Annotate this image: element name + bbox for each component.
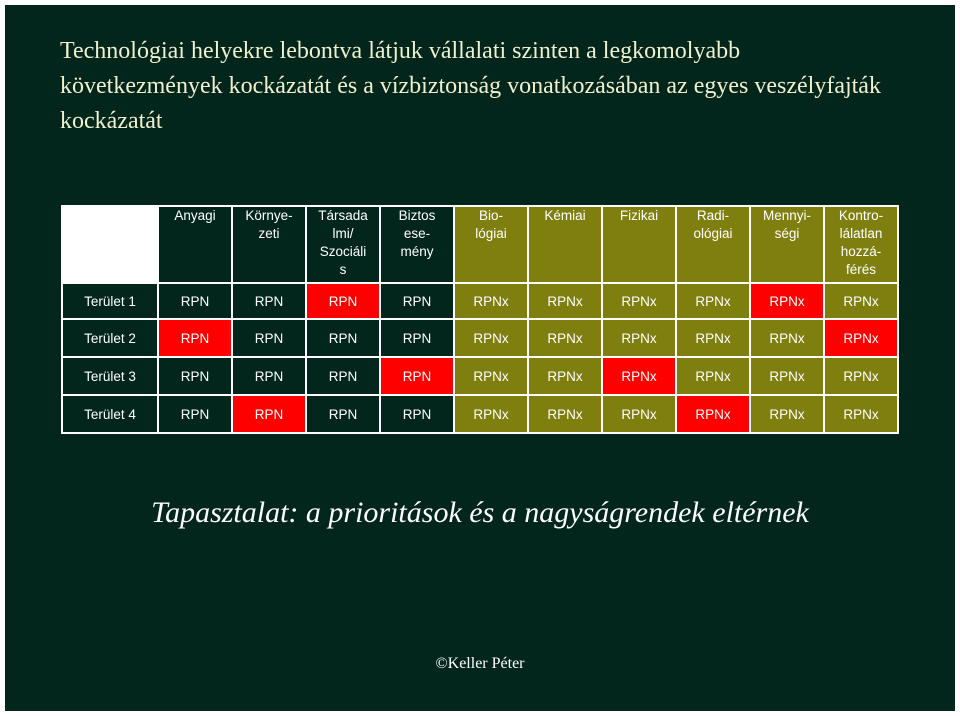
table-cell: RPN bbox=[306, 319, 380, 357]
table-cell: RPNx bbox=[602, 395, 676, 433]
table-cell-highlighted: RPN bbox=[158, 319, 232, 357]
table-cell-highlighted: RPNx bbox=[750, 283, 824, 319]
table-cell: RPNx bbox=[676, 283, 750, 319]
header-cell: Anyagi bbox=[158, 206, 232, 283]
corner-cell bbox=[62, 206, 158, 283]
table-cell: RPN bbox=[380, 283, 454, 319]
table-cell: RPNx bbox=[454, 283, 528, 319]
table-row bbox=[62, 319, 898, 357]
table-cell: RPNx bbox=[528, 319, 602, 357]
table-cell-highlighted: RPN bbox=[380, 357, 454, 395]
table-cell: RPNx bbox=[824, 283, 898, 319]
table-cell: RPN bbox=[232, 319, 306, 357]
table-cell: RPN bbox=[158, 283, 232, 319]
header-cell: Kontro- lálatlan hozzá- férés bbox=[824, 206, 898, 283]
table-cell-highlighted: RPNx bbox=[824, 319, 898, 357]
row-label: Terület 4 bbox=[62, 395, 158, 433]
header-cell: Radi- ológiai bbox=[676, 206, 750, 283]
table-cell: RPNx bbox=[824, 357, 898, 395]
table-cell: RPNx bbox=[602, 319, 676, 357]
table-cell: RPNx bbox=[676, 357, 750, 395]
table-cell-highlighted: RPN bbox=[232, 395, 306, 433]
table-cell: RPN bbox=[158, 395, 232, 433]
table-cell-highlighted: RPNx bbox=[602, 357, 676, 395]
table-cell: RPNx bbox=[676, 319, 750, 357]
header-cell: Mennyi- ségi bbox=[750, 206, 824, 283]
table-cell: RPN bbox=[380, 319, 454, 357]
table-row bbox=[62, 283, 898, 319]
table-cell: RPNx bbox=[824, 395, 898, 433]
row-label: Terület 2 bbox=[62, 319, 158, 357]
table-cell: RPNx bbox=[750, 319, 824, 357]
slide-title: Technológiai helyekre lebontva látjuk vállalati szinten a legkomolyabb következmények kockázatát és a vízbiztonság vonatkozásában az egyes veszélyfajták kockázatát bbox=[60, 38, 881, 134]
table-cell: RPNx bbox=[454, 357, 528, 395]
header-cell: Kémiai bbox=[528, 206, 602, 283]
header-cell: Környe- zeti bbox=[232, 206, 306, 283]
table-row bbox=[62, 395, 898, 433]
table-cell-highlighted: RPN bbox=[306, 283, 380, 319]
header-row bbox=[62, 206, 898, 283]
row-label: Terület 1 bbox=[62, 283, 158, 319]
table-cell: RPN bbox=[158, 357, 232, 395]
table-cell: RPNx bbox=[454, 319, 528, 357]
header-cell: Biztos ese- mény bbox=[380, 206, 454, 283]
conclusion-text: Tapasztalat: a prioritások és a nagyságrendek eltérnek bbox=[151, 496, 809, 529]
table-cell-highlighted: RPNx bbox=[676, 395, 750, 433]
header-cell: Fizikai bbox=[602, 206, 676, 283]
header-cell: Bio- lógiai bbox=[454, 206, 528, 283]
table-cell: RPNx bbox=[528, 283, 602, 319]
row-label: Terület 3 bbox=[62, 357, 158, 395]
table-cell: RPN bbox=[306, 395, 380, 433]
table-cell: RPN bbox=[306, 357, 380, 395]
table-cell: RPNx bbox=[602, 283, 676, 319]
table-cell: RPN bbox=[232, 283, 306, 319]
table-cell: RPNx bbox=[454, 395, 528, 433]
table-cell: RPNx bbox=[750, 357, 824, 395]
copyright-footer: ©Keller Péter bbox=[435, 655, 525, 672]
header-cell: Társada lmi/ Szociáli s bbox=[306, 206, 380, 283]
table-cell: RPNx bbox=[750, 395, 824, 433]
table-cell: RPN bbox=[380, 395, 454, 433]
table-cell: RPNx bbox=[528, 357, 602, 395]
table-row bbox=[62, 357, 898, 395]
table-cell: RPN bbox=[232, 357, 306, 395]
risk-matrix-table bbox=[61, 205, 899, 434]
table-cell: RPNx bbox=[528, 395, 602, 433]
